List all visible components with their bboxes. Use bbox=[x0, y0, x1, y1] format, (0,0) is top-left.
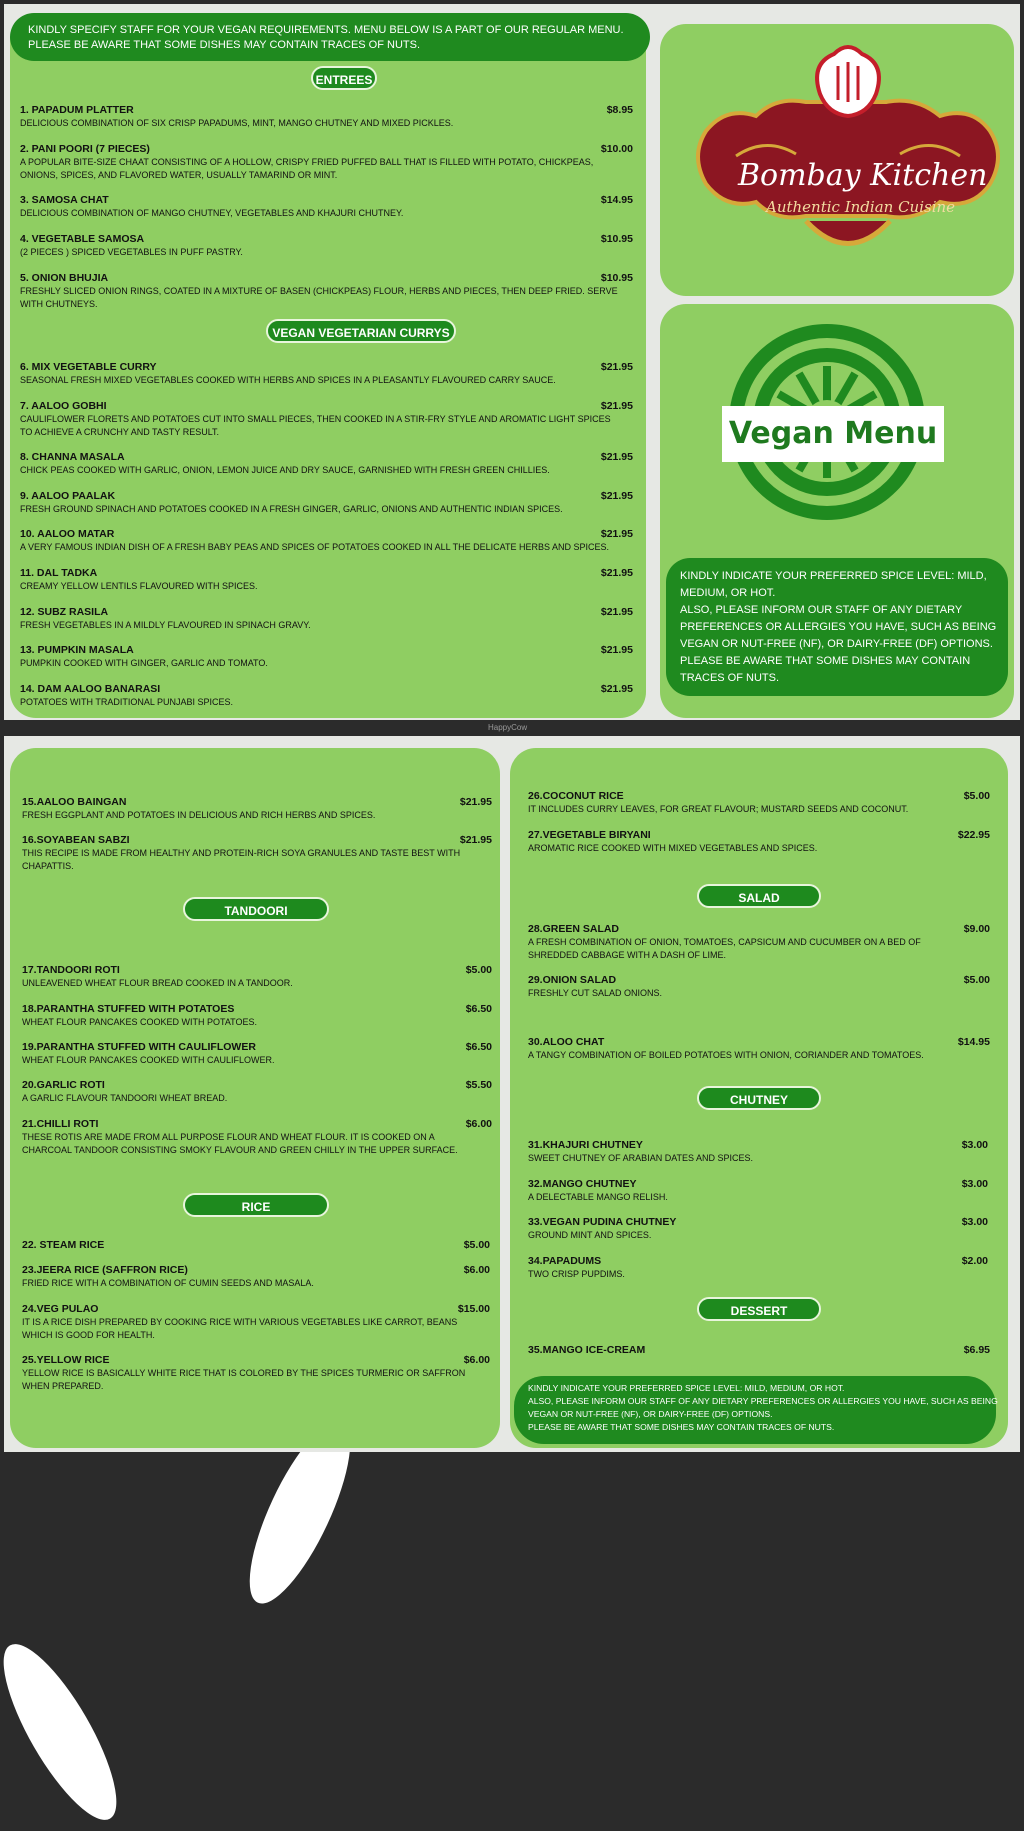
menu-item-name: 7. AALOO GOBHI bbox=[20, 400, 107, 412]
note-line: MEDIUM, OR HOT. bbox=[680, 587, 776, 599]
menu-item bbox=[20, 566, 633, 593]
menu-item-description: AROMATIC RICE COOKED WITH MIXED VEGETABLES AND SPICES. bbox=[528, 843, 818, 853]
menu-item-description: POTATOES WITH TRADITIONAL PUNJABI SPICES. bbox=[20, 697, 234, 707]
note-line: PLEASE BE AWARE THAT SOME DISHES MAY CONTAIN TRACES OF NUTS. bbox=[528, 1422, 835, 1432]
menu-item bbox=[22, 1353, 490, 1393]
vegan-requirements-note bbox=[10, 13, 650, 61]
section-tandoori: TANDOORI bbox=[183, 897, 329, 921]
menu-item bbox=[528, 828, 990, 855]
menu-item bbox=[20, 605, 633, 632]
menu-item bbox=[528, 789, 990, 816]
menu-item-name: 6. MIX VEGETABLE CURRY bbox=[20, 361, 157, 373]
menu-item-price: $3.00 bbox=[961, 1216, 988, 1228]
note-line: ALSO, PLEASE INFORM OUR STAFF OF ANY DIETARY PREFERENCES OR ALLERGIES YOU HAVE, SUCH AS BEING bbox=[528, 1396, 998, 1406]
menu-item bbox=[20, 193, 633, 220]
section-curries: VEGAN VEGETARIAN CURRYS bbox=[266, 319, 456, 343]
menu-item-name: 20.GARLIC ROTI bbox=[22, 1079, 105, 1091]
menu-item-name: 1. PAPADUM PLATTER bbox=[20, 104, 134, 116]
menu-item bbox=[528, 1177, 988, 1204]
menu-item-price: $21.95 bbox=[600, 606, 633, 618]
menu-item bbox=[528, 1138, 988, 1165]
menu-item-name: 11. DAL TADKA bbox=[20, 567, 98, 579]
menu-item bbox=[528, 973, 990, 1000]
menu-item-price: $3.00 bbox=[961, 1139, 988, 1151]
menu-item-price: $14.95 bbox=[957, 1036, 990, 1048]
menu-item-name: 26.COCONUT RICE bbox=[528, 790, 624, 802]
menu-item-price: $3.00 bbox=[961, 1178, 988, 1190]
menu-item bbox=[22, 1040, 492, 1067]
note-line: KINDLY INDICATE YOUR PREFERRED SPICE LEVEL: MILD, MEDIUM, OR HOT. bbox=[528, 1383, 845, 1393]
menu-item bbox=[528, 1035, 990, 1062]
menu-item-price: $10.00 bbox=[600, 143, 633, 155]
menu-item-price: $6.00 bbox=[463, 1354, 490, 1366]
menu-item-description: UNLEAVENED WHEAT FLOUR BREAD COOKED IN A TANDOOR. bbox=[22, 978, 293, 988]
menu-item-name: 5. ONION BHUJIA bbox=[20, 272, 109, 284]
menu-item bbox=[20, 489, 633, 516]
menu-item bbox=[22, 1263, 490, 1290]
menu-item-description: SHREDDED CABBAGE WITH A DASH OF LIME. bbox=[528, 950, 727, 960]
menu-item bbox=[528, 1343, 990, 1357]
menu-item-price: $14.95 bbox=[600, 194, 633, 206]
menu-item bbox=[20, 103, 633, 130]
menu-item-description: THESE ROTIS ARE MADE FROM ALL PURPOSE FLOUR AND WHEAT FLOUR. IT IS COOKED ON A bbox=[22, 1132, 435, 1142]
menu-item-description: A VERY FAMOUS INDIAN DISH OF A FRESH BABY PEAS AND SPICES OF POTATOES COOKED IN ALL THE DELICATE HERBS AND SPICES. bbox=[20, 542, 609, 552]
menu-item-name: 29.ONION SALAD bbox=[528, 974, 617, 986]
menu-item bbox=[20, 271, 633, 311]
section-dessert: DESSERT bbox=[697, 1297, 821, 1321]
watermark: HappyCow bbox=[488, 723, 528, 732]
menu-item-name: 16.SOYABEAN SABZI bbox=[22, 834, 130, 846]
menu-item-name: 10. AALOO MATAR bbox=[20, 528, 115, 540]
section-chutney: CHUTNEY bbox=[697, 1086, 821, 1110]
menu-item-description: SEASONAL FRESH MIXED VEGETABLES COOKED WITH HERBS AND SPICES IN A PLEASANTLY FLAVOURED CARRY SAUCE. bbox=[20, 375, 556, 385]
menu-item-description: SWEET CHUTNEY OF ARABIAN DATES AND SPICES. bbox=[528, 1153, 754, 1163]
menu-item-price: $21.95 bbox=[600, 400, 633, 412]
menu-item-description: ONIONS, SPICES, AND FLAVORED WATER, USUALLY TAMARIND OR MINT. bbox=[20, 170, 338, 180]
menu-item-description: FRESH VEGETABLES IN A MILDLY FLAVOURED IN SPINACH GRAVY. bbox=[20, 620, 311, 630]
note-line: PLEASE BE AWARE THAT SOME DISHES MAY CONTAIN TRACES OF NUTS. bbox=[28, 39, 421, 51]
menu-item bbox=[22, 963, 492, 990]
menu-item-description: CREAMY YELLOW LENTILS FLAVOURED WITH SPICES. bbox=[20, 581, 258, 591]
menu-item-price: $6.00 bbox=[463, 1264, 490, 1276]
menu-item bbox=[20, 527, 633, 554]
bombay-kitchen-logo bbox=[686, 36, 1010, 266]
menu-item-description: TWO CRISP PUPDIMS. bbox=[528, 1269, 625, 1279]
brand-tagline: Authentic Indian Cuisine bbox=[766, 198, 956, 216]
menu-item-description: FRESHLY CUT SALAD ONIONS. bbox=[528, 988, 663, 998]
menu-item-price: $10.95 bbox=[600, 272, 633, 284]
menu-item bbox=[22, 833, 492, 873]
menu-item-name: 9. AALOO PAALAK bbox=[20, 490, 116, 502]
menu-item bbox=[22, 1117, 492, 1157]
menu-item bbox=[20, 142, 633, 182]
menu-item-name: 27.VEGETABLE BIRYANI bbox=[528, 829, 651, 841]
section-salad: SALAD bbox=[697, 884, 821, 908]
menu-item bbox=[22, 1302, 490, 1342]
menu-item-description: A DELECTABLE MANGO RELISH. bbox=[528, 1192, 668, 1202]
spice-level-note-bottom bbox=[514, 1376, 996, 1444]
menu-item-name: 35.MANGO ICE-CREAM bbox=[528, 1344, 646, 1356]
menu-item-price: $21.95 bbox=[459, 796, 492, 808]
menu-item-price: $5.00 bbox=[963, 790, 990, 802]
menu-item-description: WHEAT FLOUR PANCAKES COOKED WITH CAULIFLOWER. bbox=[22, 1055, 275, 1065]
menu-item-name: 25.YELLOW RICE bbox=[22, 1354, 110, 1366]
menu-item-description: WITH CHUTNEYS. bbox=[20, 299, 98, 309]
menu-item-price: $5.00 bbox=[963, 974, 990, 986]
leaf-pattern bbox=[0, 1412, 354, 1826]
menu-item-price: $21.95 bbox=[600, 683, 633, 695]
menu-item-name: 2. PANI POORI (7 PIECES) bbox=[20, 143, 150, 155]
menu-item-price: $21.95 bbox=[600, 451, 633, 463]
note-line: ALSO, PLEASE INFORM OUR STAFF OF ANY DIETARY bbox=[680, 604, 963, 616]
section-entrees: ENTREES bbox=[311, 66, 377, 90]
menu-item bbox=[20, 643, 633, 670]
menu-item-name: 15.AALOO BAINGAN bbox=[22, 796, 127, 808]
menu-item-name: 23.JEERA RICE (SAFFRON RICE) bbox=[22, 1264, 188, 1276]
menu-item-description: CHICK PEAS COOKED WITH GARLIC, ONION, LEMON JUICE AND DRY SAUCE, GARNISHED WITH FRESH GREEN CHILLIES. bbox=[20, 465, 550, 475]
menu-item-price: $22.95 bbox=[957, 829, 990, 841]
menu-item-description: DELICIOUS COMBINATION OF SIX CRISP PAPADUMS, MINT, MANGO CHUTNEY AND MIXED PICKLES. bbox=[20, 118, 454, 128]
menu-item-price: $21.95 bbox=[600, 490, 633, 502]
menu-item-description: A POPULAR BITE-SIZE CHAAT CONSISTING OF A HOLLOW, CRISPY FRIED PUFFED BALL THAT IS FILLED WITH POTATO, CHICKPEAS, bbox=[20, 157, 594, 167]
menu-item-name: 17.TANDOORI ROTI bbox=[22, 964, 120, 976]
menu-item-price: $21.95 bbox=[600, 361, 633, 373]
note-line: KINDLY SPECIFY STAFF FOR YOUR VEGAN REQUIREMENTS. MENU BELOW IS A PART OF OUR REGULAR MENU. bbox=[28, 24, 624, 36]
menu-item-name: 3. SAMOSA CHAT bbox=[20, 194, 109, 206]
note-line: KINDLY INDICATE YOUR PREFERRED SPICE LEVEL: MILD, bbox=[680, 570, 987, 582]
menu-item-name: 13. PUMPKIN MASALA bbox=[20, 644, 134, 656]
menu-item-price: $5.00 bbox=[465, 964, 492, 976]
menu-item bbox=[528, 1215, 988, 1242]
menu-item-description: FRESH EGGPLANT AND POTATOES IN DELICIOUS AND RICH HERBS AND SPICES. bbox=[22, 810, 376, 820]
menu-item-price: $15.00 bbox=[457, 1303, 490, 1315]
menu-item-name: 4. VEGETABLE SAMOSA bbox=[20, 233, 145, 245]
note-line: TRACES OF NUTS. bbox=[680, 672, 780, 684]
menu-item-description: YELLOW RICE IS BASICALLY WHITE RICE THAT IS COLORED BY THE SPICES TURMERIC OR SAFFRON bbox=[22, 1368, 466, 1378]
menu-item-description: A TANGY COMBINATION OF BOILED POTATOES WITH ONION, CORIANDER AND TOMATOES. bbox=[528, 1050, 924, 1060]
section-rice: RICE bbox=[183, 1193, 329, 1217]
menu-item bbox=[528, 922, 990, 962]
menu-item bbox=[22, 1002, 492, 1029]
menu-item-name: 19.PARANTHA STUFFED WITH CAULIFLOWER bbox=[22, 1041, 256, 1053]
menu-item-price: $9.00 bbox=[963, 923, 990, 935]
menu-item-price: $2.00 bbox=[961, 1255, 988, 1267]
brand-name: Bombay Kitchen bbox=[738, 158, 988, 193]
menu-item bbox=[22, 795, 492, 822]
menu-item-description: TO ACHIEVE A CRUNCHY AND TASTY RESULT. bbox=[20, 427, 220, 437]
menu-item-description: DELICIOUS COMBINATION OF MANGO CHUTNEY, VEGETABLES AND KHAJURI CHUTNEY. bbox=[20, 208, 404, 218]
menu-item-description: FRIED RICE WITH A COMBINATION OF CUMIN SEEDS AND MASALA. bbox=[22, 1278, 314, 1288]
menu-item bbox=[20, 232, 633, 259]
menu-item bbox=[22, 1078, 492, 1105]
note-line: VEGAN OR NUT-FREE (NF), OR DAIRY-FREE (DF) OPTIONS. bbox=[680, 638, 993, 650]
menu-item-price: $6.50 bbox=[465, 1003, 492, 1015]
menu-item-name: 31.KHAJURI CHUTNEY bbox=[528, 1139, 643, 1151]
menu-item-price: $6.50 bbox=[465, 1041, 492, 1053]
menu-item-name: 33.VEGAN PUDINA CHUTNEY bbox=[528, 1216, 677, 1228]
menu-item bbox=[20, 360, 633, 387]
vegan-menu-title: Vegan Menu bbox=[722, 406, 944, 462]
menu-item-price: $5.00 bbox=[463, 1239, 490, 1251]
menu-item-price: $10.95 bbox=[600, 233, 633, 245]
menu-item-description: A FRESH COMBINATION OF ONION, TOMATOES, CAPSICUM AND CUCUMBER ON A BED OF bbox=[528, 937, 921, 947]
menu-item-name: 24.VEG PULAO bbox=[22, 1303, 99, 1315]
note-line: PREFERENCES OR ALLERGIES YOU HAVE, SUCH AS BEING bbox=[680, 621, 997, 633]
menu-item-price: $21.95 bbox=[459, 834, 492, 846]
menu-item-name: 22. STEAM RICE bbox=[22, 1239, 105, 1251]
menu-item-description: CAULIFLOWER FLORETS AND POTATOES CUT INTO SMALL PIECES, THEN COOKED IN A STIR-FRY STYLE AND AROMATIC LIGHT SPICES bbox=[20, 414, 611, 424]
menu-item-price: $6.95 bbox=[963, 1344, 990, 1356]
menu-item bbox=[20, 450, 633, 477]
menu-item-name: 14. DAM AALOO BANARASI bbox=[20, 683, 161, 695]
menu-item-price: $21.95 bbox=[600, 528, 633, 540]
menu-item-description: IT IS A RICE DISH PREPARED BY COOKING RICE WITH VARIOUS VEGETABLES LIKE CARROT, BEANS bbox=[22, 1317, 458, 1327]
menu-item-description: CHAPATTIS. bbox=[22, 861, 74, 871]
menu-item bbox=[20, 682, 633, 709]
menu-item-price: $8.95 bbox=[606, 104, 633, 116]
menu-item-price: $6.00 bbox=[465, 1118, 492, 1130]
menu-item bbox=[22, 1238, 490, 1252]
menu-item-description: WHICH IS GOOD FOR HEALTH. bbox=[22, 1330, 155, 1340]
menu-item-name: 12. SUBZ RASILA bbox=[20, 606, 109, 618]
menu-item-name: 28.GREEN SALAD bbox=[528, 923, 620, 935]
menu-item-description: FRESHLY SLICED ONION RINGS, COATED IN A MIXTURE OF BASEN (CHICKPEAS) FLOUR, HERBS AND PIECES, THEN DEEP FRIED. SERVE bbox=[20, 286, 618, 296]
menu-item-description: THIS RECIPE IS MADE FROM HEALTHY AND PROTEIN-RICH SOYA GRANULES AND TASTE BEST WITH bbox=[22, 848, 461, 858]
menu-item-description: CHARCOAL TANDOOR CONSISTING SMOKY FLAVOUR AND GREEN CHILLY IN THE UPPER SURFACE. bbox=[22, 1145, 458, 1155]
menu-item-price: $21.95 bbox=[600, 644, 633, 656]
menu-item-name: 8. CHANNA MASALA bbox=[20, 451, 125, 463]
menu-item-description: A GARLIC FLAVOUR TANDOORI WHEAT BREAD. bbox=[22, 1093, 228, 1103]
menu-item bbox=[528, 1254, 988, 1281]
menu-item bbox=[20, 399, 633, 439]
menu-item-description: WHEAT FLOUR PANCAKES COOKED WITH POTATOES. bbox=[22, 1017, 258, 1027]
menu-item-description: GROUND MINT AND SPICES. bbox=[528, 1230, 652, 1240]
menu-item-name: 32.MANGO CHUTNEY bbox=[528, 1178, 637, 1190]
menu-item-price: $21.95 bbox=[600, 567, 633, 579]
menu-item-price: $5.50 bbox=[465, 1079, 492, 1091]
menu-item-name: 18.PARANTHA STUFFED WITH POTATOES bbox=[22, 1003, 235, 1015]
menu-item-description: IT INCLUDES CURRY LEAVES, FOR GREAT FLAVOUR; MUSTARD SEEDS AND COCONUT. bbox=[528, 804, 909, 814]
menu-item-description: WHEN PREPARED. bbox=[22, 1381, 104, 1391]
menu-item-description: FRESH GROUND SPINACH AND POTATOES COOKED IN A FRESH GINGER, GARLIC, ONIONS AND AUTHENTIC INDIAN SPICES. bbox=[20, 504, 563, 514]
menu-item-name: 21.CHILLI ROTI bbox=[22, 1118, 99, 1130]
menu-item-name: 30.ALOO CHAT bbox=[528, 1036, 605, 1048]
note-line: PLEASE BE AWARE THAT SOME DISHES MAY CONTAIN bbox=[680, 655, 971, 667]
menu-item-name: 34.PAPADUMS bbox=[528, 1255, 602, 1267]
spice-level-note bbox=[666, 558, 1008, 696]
menu-item-description: (2 PIECES ) SPICED VEGETABLES IN PUFF PASTRY. bbox=[20, 247, 243, 257]
note-line: VEGAN OR NUT-FREE (NF), OR DAIRY-FREE (DF) OPTIONS. bbox=[528, 1409, 773, 1419]
menu-item-description: PUMPKIN COOKED WITH GINGER, GARLIC AND TOMATO. bbox=[20, 658, 268, 668]
